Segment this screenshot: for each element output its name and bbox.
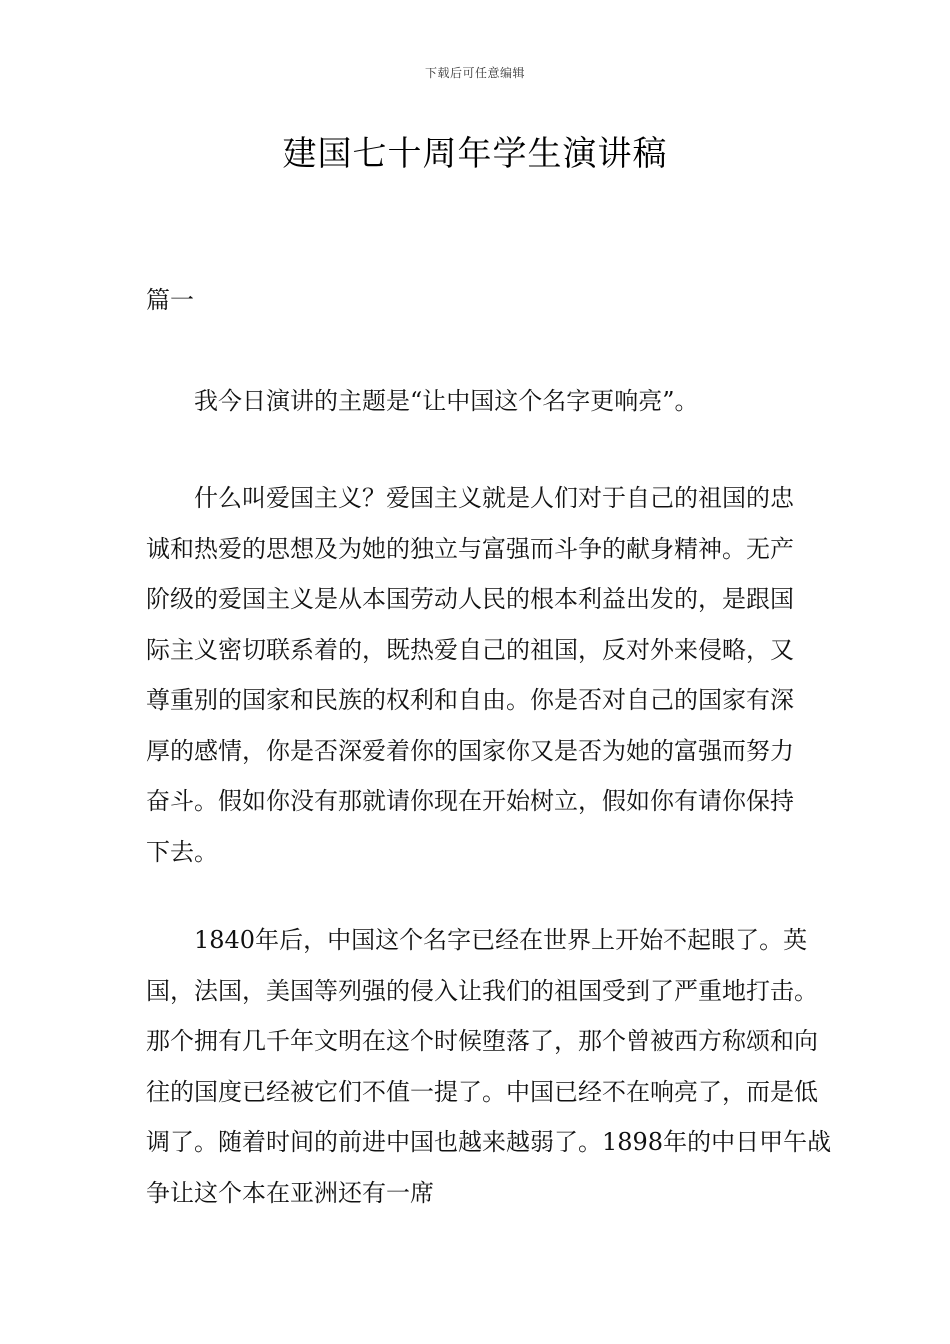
paragraph-theme: 我今日演讲的主题是“让中国这个名字更响亮”。 [194,387,699,415]
paragraph-history: 1840年后，中国这个名字已经在世界上开始不起眼了。英国，法国，美国等列强的侵入让我们的祖国受到了严重地打击。那个拥有几千年文明在这个时候堕落了，那个曾被西方称颂和向往的国度已经被它们不值一提了。中国已经不在响亮了，而是低调了。随着时间的前进中国也越来越弱了。1898年的中日甲午战争让这个本在亚洲还有一席 [146,926,832,1207]
section-label: 篇一 [146,286,194,314]
document-title: 建国七十周年学生演讲稿 [282,134,668,174]
header-note: 下载后可任意编辑 [424,66,525,80]
paragraph-patriotism: 什么叫爱国主义？爱国主义就是人们对于自己的祖国的忠诚和热爱的思想及为她的独立与富强而斗争的献身精神。无产阶级的爱国主义是从本国劳动人民的根本利益出发的，是跟国际主义密切联系着的，既热爱自己的祖国，反对外来侵略，又尊重别的国家和民族的权利和自由。你是否对自己的国家有深厚的感情，你是否深爱着你的国家你又是否为她的富强而努力奋斗。假如你没有那就请你现在开始树立，假如你有请你保持下去。 [146,484,794,866]
